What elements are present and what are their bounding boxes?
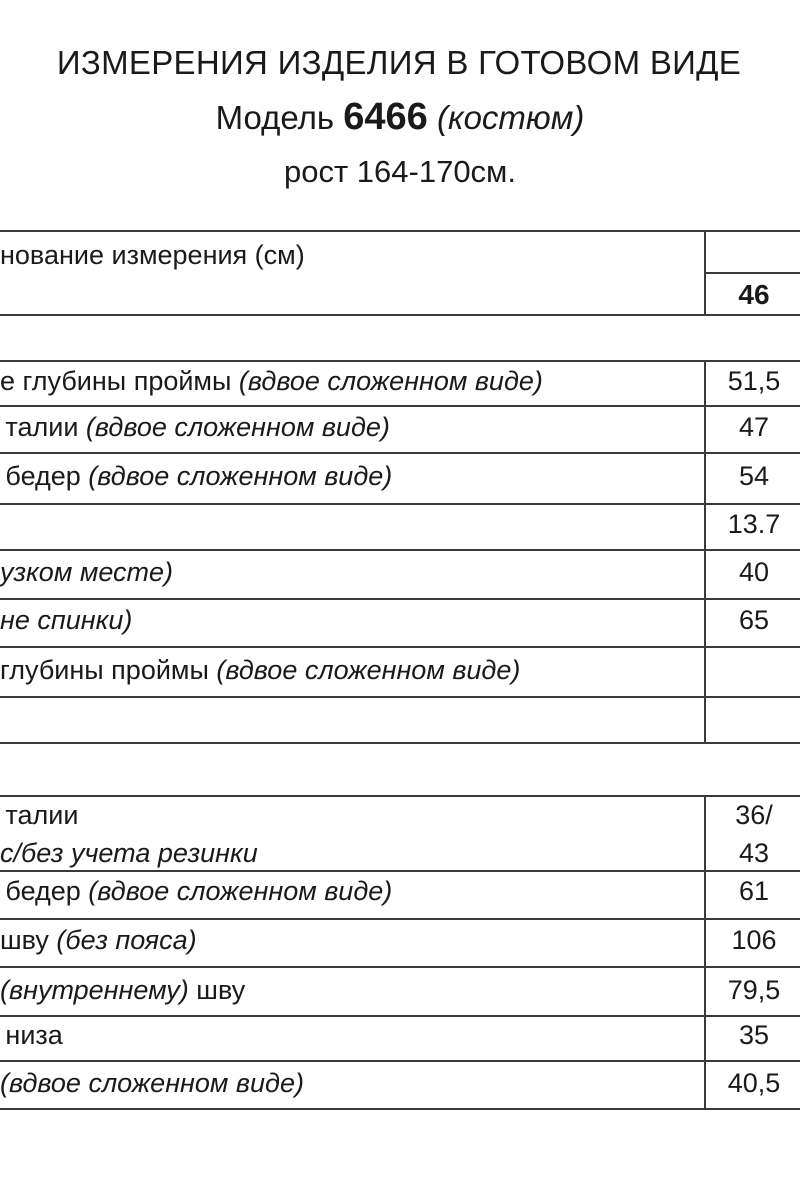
jacket-value-hips: 54: [738, 461, 770, 491]
trousers-row-waist-line2: [0, 838, 700, 868]
document-title: ИЗМЕРЕНИЯ ИЗДЕЛИЯ В ГОТОВОМ ВИДЕ: [56, 44, 742, 81]
trousers-value-last: 40,5: [727, 1068, 781, 1098]
row-note: (вдвое сложенном виде): [0, 1068, 304, 1098]
jacket-row-narrow-place: [0, 557, 700, 587]
trousers-row-last: [0, 1068, 700, 1098]
jacket-row-armhole-depth: [0, 366, 700, 396]
row-note: (внутреннему): [0, 975, 189, 1005]
size-header-divider: [704, 272, 800, 274]
jacket-value-back-length: 65: [738, 605, 770, 635]
jacket-row-hips: [0, 461, 700, 491]
jacket-row-back-length: [0, 605, 700, 635]
column-header-measurement: нование измерения (см): [0, 240, 305, 270]
model-line: [0, 96, 800, 139]
height-range: рост 164-170см.: [284, 154, 516, 189]
row-line: [0, 452, 800, 454]
trousers-row-hem: [0, 1020, 700, 1050]
row-label: талии: [0, 412, 86, 442]
trousers-value-inseam: 79,5: [727, 975, 781, 1005]
trousers-value-waist-2: 43: [738, 838, 770, 868]
row-line: [0, 405, 800, 407]
row-label: бедер: [0, 461, 89, 491]
row-line: [0, 646, 800, 648]
trousers-value-hem: 35: [738, 1020, 770, 1050]
row-line: [0, 1015, 800, 1017]
jacket-value-armhole-depth: 51,5: [727, 366, 781, 396]
row-label: глубины проймы: [0, 655, 217, 685]
model-label: Модель: [215, 99, 335, 136]
trousers-value-seam: 106: [731, 925, 777, 955]
model-type: (костюм): [437, 99, 585, 136]
jacket-row-waist: [0, 412, 700, 442]
row-label: бедер: [0, 876, 89, 906]
row-note: (вдвое сложенном виде): [88, 876, 393, 906]
jacket-section-bottom-line: [0, 742, 800, 744]
jacket-row-armhole-depth-2: [0, 655, 700, 685]
trousers-row-hips: [0, 876, 700, 906]
row-label: низа: [0, 1020, 63, 1050]
row-note: (вдвое сложенном виде): [238, 366, 543, 396]
row-label-after: шву: [188, 975, 246, 1005]
trousers-row-seam: [0, 925, 700, 955]
row-line: [0, 549, 800, 551]
table-top-line: [0, 230, 800, 232]
jacket-value-waist: 47: [738, 412, 770, 442]
row-line: [0, 870, 800, 872]
trousers-value-hips: 61: [738, 876, 770, 906]
row-note: узком месте): [0, 557, 174, 587]
row-note: (вдвое сложенном виде): [216, 655, 521, 685]
row-line: [0, 503, 800, 505]
row-label: е глубины проймы: [0, 366, 239, 396]
trousers-row-waist-line1: талии: [0, 800, 79, 830]
trousers-section-top-line: [0, 795, 800, 797]
row-line: [0, 1060, 800, 1062]
row-line: [0, 966, 800, 968]
trousers-value-waist-1: 36/: [735, 800, 773, 830]
row-line: [0, 696, 800, 698]
table-header-bottom-line: [0, 314, 800, 316]
row-line: [0, 918, 800, 920]
model-number: 6466: [343, 96, 428, 138]
row-line: [0, 598, 800, 600]
size-header-46: 46: [738, 280, 770, 310]
row-label: шву: [0, 925, 57, 955]
row-note: (без пояса): [56, 925, 197, 955]
trousers-section-bottom-line: [0, 1108, 800, 1110]
jacket-value-4: 13.7: [727, 509, 781, 539]
trousers-row-inseam: [0, 975, 700, 1005]
row-note: не спинки): [0, 605, 133, 635]
row-note: с/без учета резинки: [0, 838, 258, 868]
row-note: (вдвое сложенном виде): [85, 412, 390, 442]
row-note: (вдвое сложенном виде): [88, 461, 393, 491]
jacket-value-narrow-place: 40: [738, 557, 770, 587]
jacket-section-top-line: [0, 360, 800, 362]
